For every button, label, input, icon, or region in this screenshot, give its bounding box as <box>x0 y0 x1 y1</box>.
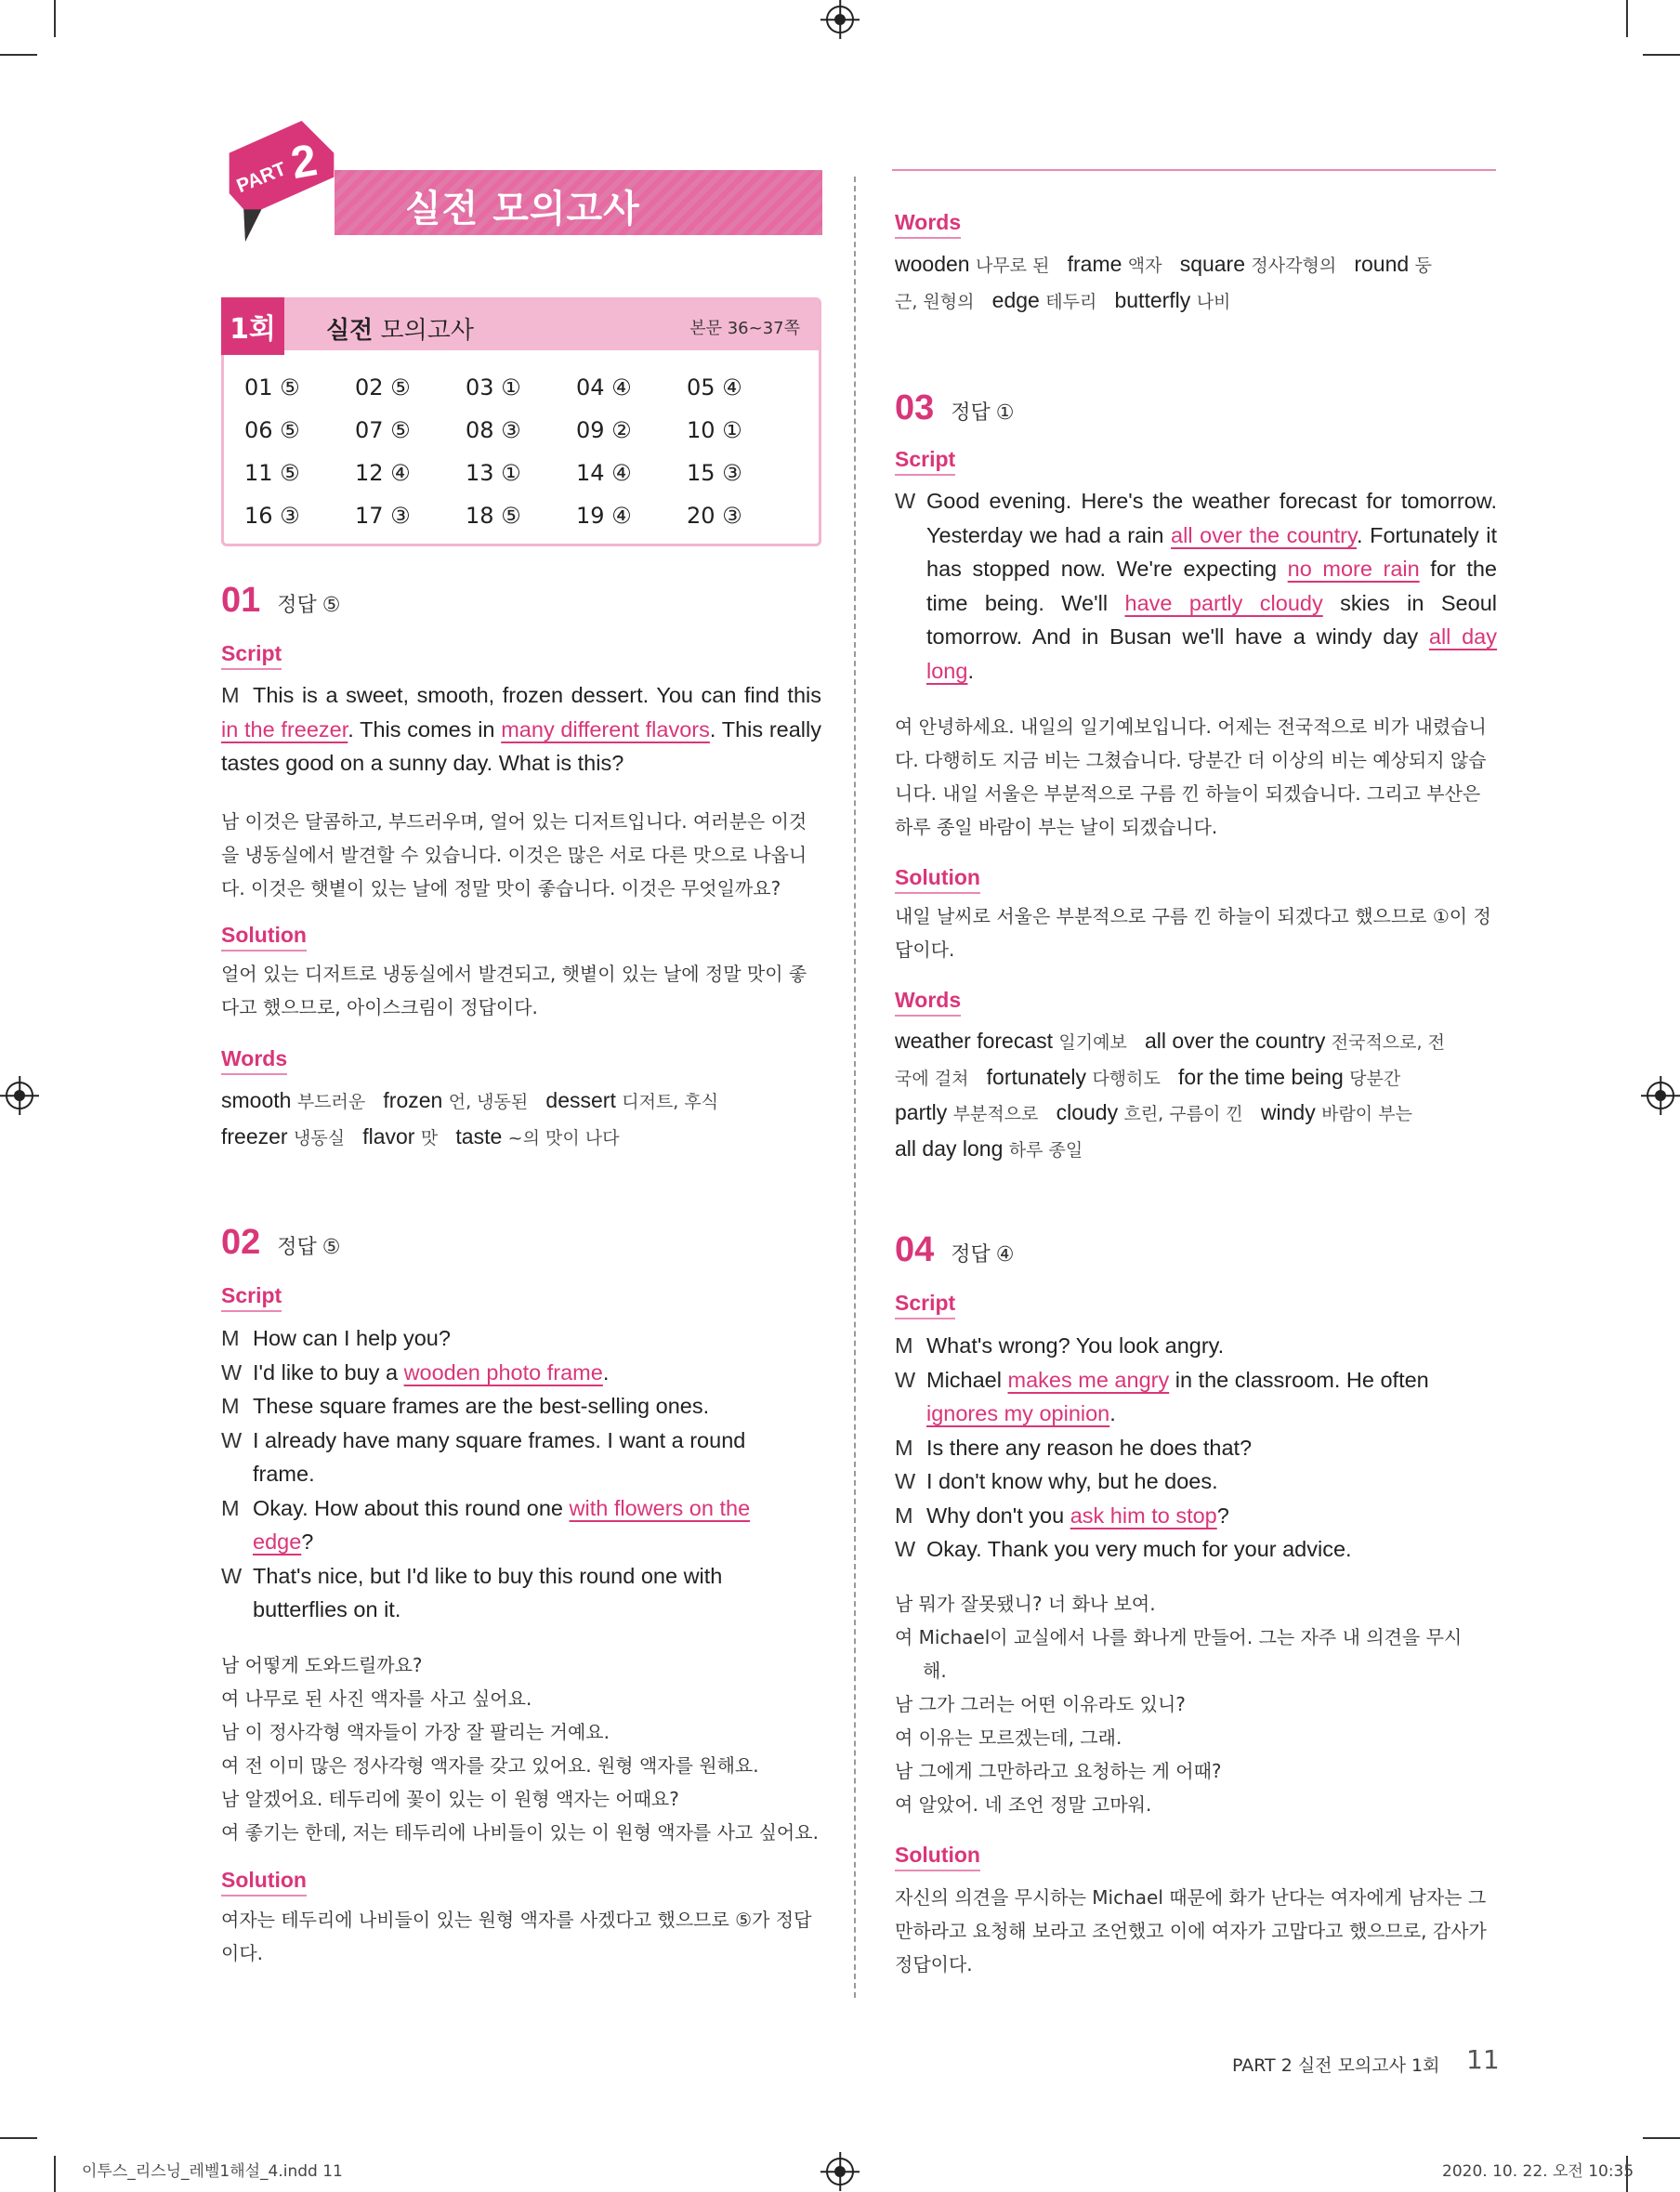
answer-item: 07 ⑤ <box>355 417 411 443</box>
solution-text: 여자는 테두리에 나비들이 있는 원형 액자를 사겠다고 했으므로 ⑤가 정답이다. <box>221 1909 812 1964</box>
page-reference: 본문 36~37쪽 <box>689 319 800 338</box>
print-date: 2020. 10. 22. 오전 10:35 <box>1442 2162 1634 2181</box>
answer-item: 13 ① <box>466 460 521 486</box>
answer-item: 17 ③ <box>355 503 411 529</box>
question-header: 03 정답 ① <box>895 388 1015 427</box>
answer-item: 12 ④ <box>355 460 411 486</box>
running-footer: PART 2 실전 모의고사 1회 <box>1232 2055 1440 2076</box>
words-list: weather forecast 일기예보 all over the country 전국적으로, 전 국에 걸쳐 fortunately 다행히도 for the time being 당분간 partly 부분적으로 cloudy 흐린, 구름이 낀 windy 바람이 부는 all day long 하루 종일 <box>895 1029 1445 1161</box>
answer-item: 20 ③ <box>687 503 742 529</box>
korean-translation: 남 뭐가 잘못됐니? 너 화나 보여. 여 Michael이 교실에서 나를 화나게 만들어. 그는 자주 내 의견을 무시 해. 남 그가 그러는 어떤 이유라도 있니? 여 이유는 모르겠는데, 그래. 남 그에게 그만하라고 요청하는 게 어때? 여 알았어. 네 조언 정말 고마워. <box>895 1593 1463 1816</box>
dialogue: M How can I help you? W I'd like to buy a wooden photo frame. M These square frames are the best-selling ones. W I already have many square frames. I want a round frame. M Okay. How about this round one with flowers on the edge? W That's nice, but I'd like to buy this round one with butterflies on it. <box>221 1326 751 1621</box>
script-text: M This is a sweet, smooth, frozen dessert. You can find this in the freezer. This comes in many different flavors. This really tastes good on a sunny day. What is this? <box>221 683 822 775</box>
answer-item: 05 ④ <box>687 374 742 400</box>
question-header: 04 정답 ④ <box>895 1230 1015 1269</box>
page-number: 11 <box>1466 2044 1500 2075</box>
solution-text: 얼어 있는 디저트로 냉동실에서 발견되고, 햇볕이 있는 날에 정말 맛이 좋다고 했으므로, 아이스크림이 정답이다. <box>221 963 807 1018</box>
section-script: Script <box>221 641 282 670</box>
words-list: smooth 부드러운 frozen 언, 냉동된 dessert 디저트, 후식 freezer 냉동실 flavor 맛 taste ~의 맛이 나다 <box>221 1088 719 1149</box>
registration-mark-icon <box>1647 1082 1674 1109</box>
crop-mark <box>54 2156 56 2192</box>
registration-mark-icon <box>826 6 854 33</box>
part-number: 2 <box>287 135 322 190</box>
answer-item: 11 ⑤ <box>244 460 300 486</box>
korean-translation: 남 이것은 달콤하고, 부드러우며, 얼어 있는 디저트입니다. 여러분은 이것을 냉동실에서 발견할 수 있습니다. 이것은 많은 서로 다른 맛으로 나옵니다. 이것은 햇볕이 있는 날에 정말 맛이 좋습니다. 이것은 무엇일까요? <box>221 810 807 899</box>
divider-line <box>892 169 1496 171</box>
column-divider <box>854 177 856 1998</box>
answer-item: 03 ① <box>466 374 521 400</box>
script-text: W Good evening. Here's the weather forecast for tomorrow. Yesterday we had a rain all over the country. Fortunately it has stopped now. We're expecting no more rain for the time being. We'll have partly cloudy skies in Seoul tomorrow. And in Busan we'll have a windy day all day long. <box>895 489 1497 683</box>
answer-item: 14 ④ <box>576 460 632 486</box>
answer-item: 01 ⑤ <box>244 374 300 400</box>
section-solution: Solution <box>895 1843 980 1871</box>
crop-mark <box>0 54 37 56</box>
crop-mark <box>1643 2137 1680 2139</box>
solution-text: 자신의 의견을 무시하는 Michael 때문에 화가 난다는 여자에게 남자는 그만하라고 요청해 보라고 조언했고 이에 여자가 고맙다고 했으므로, 감사가 정답이다. <box>895 1886 1487 1975</box>
korean-translation: 여 안녕하세요. 내일의 일기예보입니다. 어제는 전국적으로 비가 내렸습니다. 다행히도 지금 비는 그쳤습니다. 당분간 더 이상의 비는 예상되지 않습니다. 내일 서울은 부분적으로 구름 낀 하늘이 되겠습니다. 그리고 부산은 하루 종일 바람이 부는 날이 되겠습니다. <box>895 715 1487 838</box>
answer-item: 08 ③ <box>466 417 521 443</box>
crop-mark <box>0 2137 37 2139</box>
answer-item: 16 ③ <box>244 503 300 529</box>
question-header: 01 정답 ⑤ <box>221 581 341 620</box>
question-header: 02 정답 ⑤ <box>221 1223 341 1262</box>
answer-item: 04 ④ <box>576 374 632 400</box>
dialogue: M What's wrong? You look angry. W Michael makes me angry in the classroom. He often ignores my opinion. M Is there any reason he does that? W I don't know why, but he does. M Why don't you ask him to stop? W Okay. Thank you very much for your advice. <box>895 1333 1429 1561</box>
crop-mark <box>54 0 56 37</box>
answer-item: 02 ⑤ <box>355 374 411 400</box>
answer-item: 09 ② <box>576 417 632 443</box>
file-info: 이투스_리스닝_레벨1해설_4.indd 11 <box>82 2162 343 2181</box>
part-label: PART <box>233 158 290 198</box>
crop-mark <box>1626 0 1628 37</box>
korean-translation: 남 어떻게 도와드릴까요? 여 나무로 된 사진 액자를 사고 싶어요. 남 이 정사각형 액자들이 가장 잘 팔리는 거예요. 여 전 이미 많은 정사각형 액자를 갖고 있어요. 원형 액자를 원해요. 남 알겠어요. 테두리에 꽃이 있는 이 원형 액자는 어때요? 여 좋기는 한데, 저는 테두리에 나비들이 있는 이 원형 액자를 사고 싶어요. <box>221 1654 819 1844</box>
answer-item: 19 ④ <box>576 503 632 529</box>
answer-item: 18 ⑤ <box>466 503 521 529</box>
section-words: Words <box>221 1046 287 1075</box>
page-title: 실전 모의고사 <box>405 188 640 230</box>
section-script: Script <box>221 1283 282 1312</box>
solution-text: 내일 날씨로 서울은 부분적으로 구름 낀 하늘이 되겠다고 했으므로 ①이 정답이다. <box>895 905 1491 961</box>
section-solution: Solution <box>895 865 980 894</box>
answer-item: 10 ① <box>687 417 742 443</box>
words-list: wooden 나무로 된 frame 액자 square 정사각형의 round 둥 근, 원형의 edge 테두리 butterfly 나비 <box>895 252 1432 312</box>
registration-mark-icon <box>6 1082 33 1109</box>
crop-mark <box>1643 54 1680 56</box>
section-solution: Solution <box>221 1868 307 1897</box>
round-badge: 1회 <box>221 297 284 355</box>
answer-grid <box>244 374 797 529</box>
part-badge-icon <box>221 121 342 242</box>
section-script: Script <box>895 447 955 476</box>
section-words: Words <box>895 210 961 239</box>
registration-mark-icon <box>826 2158 854 2185</box>
answer-key-title: 실전 모의고사 <box>326 317 474 345</box>
section-words: Words <box>895 988 961 1017</box>
section-solution: Solution <box>221 923 307 952</box>
answer-item: 06 ⑤ <box>244 417 300 443</box>
answer-key-box <box>221 297 821 546</box>
section-script: Script <box>895 1291 955 1319</box>
answer-item: 15 ③ <box>687 460 742 486</box>
